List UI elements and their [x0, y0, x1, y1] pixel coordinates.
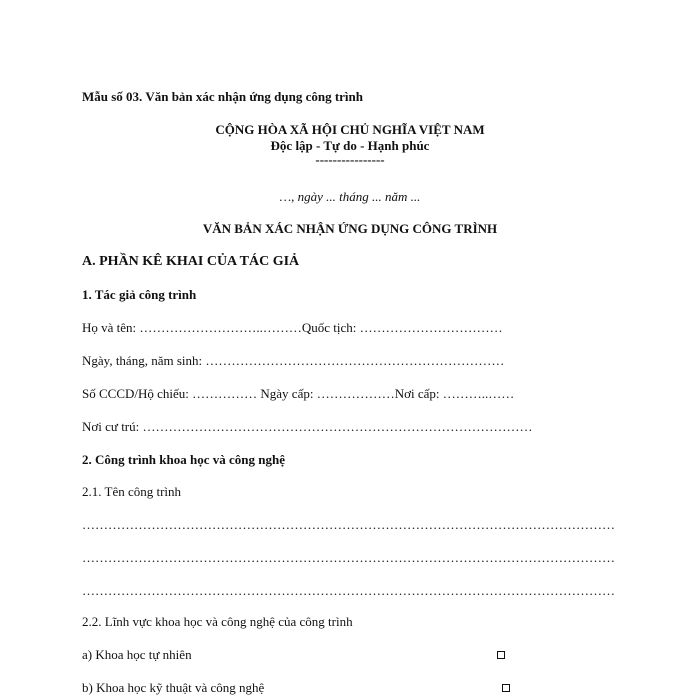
- author-heading: 1. Tác giả công trình: [82, 287, 197, 302]
- motto-divider: ----------------: [315, 152, 385, 167]
- work-heading: 2. Công trình khoa học và công nghệ: [82, 452, 285, 467]
- field-natural-science-checkbox[interactable]: [497, 651, 505, 659]
- field-heading: 2.2. Lĩnh vực khoa học và công nghệ của công trình: [82, 614, 353, 629]
- national-motto: Độc lập - Tự do - Hạnh phúc: [270, 138, 430, 153]
- work-name-blank-line: ……………………………………………………………………………………………………………: [82, 583, 615, 598]
- field-option-label: a) Khoa học tự nhiên: [82, 647, 192, 662]
- work-name-blank-line: ……………………………………………………………………………………………………………: [82, 517, 615, 532]
- country-name: CỘNG HÒA XÃ HỘI CHỦ NGHĨA VIỆT NAM: [215, 122, 485, 137]
- section-a-title: A. PHẦN KÊ KHAI CỦA TÁC GIẢ: [82, 254, 300, 269]
- author-name-line: Họ và tên: ………………………..………Quốc tịch: ……………………………: [82, 320, 503, 335]
- field-engineering-checkbox[interactable]: [502, 684, 510, 692]
- date-line: …, ngày ... tháng ... năm ...: [279, 189, 421, 204]
- author-id-line: Số CCCD/Hộ chiếu: …………… Ngày cấp: ………………Nơi cấp: ………..……: [82, 386, 515, 401]
- author-dob-line: Ngày, tháng, năm sinh: ……………………………………………………………: [82, 353, 505, 368]
- form-number: Mẫu số 03. Văn bản xác nhận ứng dụng công trình: [82, 89, 364, 104]
- document-title: VĂN BẢN XÁC NHẬN ỨNG DỤNG CÔNG TRÌNH: [202, 221, 498, 236]
- field-option-label: b) Khoa học kỹ thuật và công nghệ: [82, 680, 265, 695]
- author-residence-line: Nơi cư trú: ………………………………………………………………………………: [82, 419, 533, 434]
- work-name-heading: 2.1. Tên công trình: [82, 484, 182, 499]
- work-name-blank-line: ……………………………………………………………………………………………………………: [82, 550, 615, 565]
